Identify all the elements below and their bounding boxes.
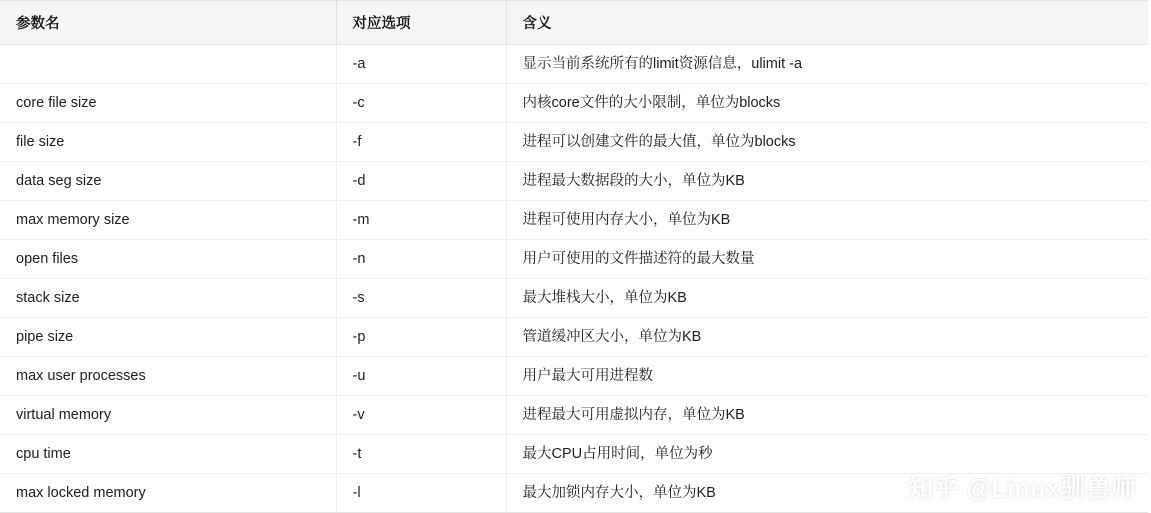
table-body (0, 45, 1148, 513)
cell-option: -t (336, 435, 506, 474)
cell-meaning: 用户可使用的文件描述符的最大数量 (506, 240, 1148, 279)
table-row (0, 474, 1148, 513)
table-row (0, 240, 1148, 279)
cell-meaning: 进程可以创建文件的最大值，单位为blocks (506, 123, 1148, 162)
table-header (0, 1, 1148, 45)
table-row (0, 357, 1148, 396)
cell-param-name: max locked memory (0, 474, 336, 513)
cell-param-name: cpu time (0, 435, 336, 474)
watermark: 知乎 @Linux驯兽师 (908, 475, 1137, 503)
cell-option: -f (336, 123, 506, 162)
cell-param-name: max memory size (0, 201, 336, 240)
cell-option: -d (336, 162, 506, 201)
cell-meaning: 用户最大可用进程数 (506, 357, 1148, 396)
table-row (0, 84, 1148, 123)
cell-meaning: 最大堆栈大小，单位为KB (506, 279, 1148, 318)
cell-meaning: 管道缓冲区大小，单位为KB (506, 318, 1148, 357)
cell-option: -m (336, 201, 506, 240)
table-row (0, 435, 1148, 474)
table-row (0, 45, 1148, 84)
cell-meaning: 进程最大可用虚拟内存，单位为KB (506, 396, 1148, 435)
cell-param-name: open files (0, 240, 336, 279)
cell-option: -a (336, 45, 506, 84)
cell-param-name (0, 45, 336, 84)
cell-param-name: max user processes (0, 357, 336, 396)
cell-option: -s (336, 279, 506, 318)
cell-meaning: 进程最大数据段的大小，单位为KB (506, 162, 1148, 201)
table-row (0, 201, 1148, 240)
cell-param-name: core file size (0, 84, 336, 123)
column-header-meaning: 含义 (506, 1, 1148, 45)
cell-param-name: data seg size (0, 162, 336, 201)
cell-option: -u (336, 357, 506, 396)
cell-meaning: 最大加锁内存大小，单位为KB (506, 474, 1148, 513)
cell-option: -n (336, 240, 506, 279)
cell-meaning: 进程可使用内存大小，单位为KB (506, 201, 1148, 240)
cell-param-name: pipe size (0, 318, 336, 357)
cell-param-name: file size (0, 123, 336, 162)
cell-option: -l (336, 474, 506, 513)
table-row (0, 396, 1148, 435)
table-row (0, 162, 1148, 201)
cell-meaning: 最大CPU占用时间，单位为秒 (506, 435, 1148, 474)
cell-meaning: 内核core文件的大小限制，单位为blocks (506, 84, 1148, 123)
table-row (0, 279, 1148, 318)
cell-meaning: 显示当前系统所有的limit资源信息，ulimit -a (506, 45, 1148, 84)
table-row (0, 318, 1148, 357)
column-header-param-name: 参数名 (0, 1, 336, 45)
cell-option: -p (336, 318, 506, 357)
table-header-row (0, 1, 1148, 45)
column-header-option: 对应选项 (336, 1, 506, 45)
cell-option: -v (336, 396, 506, 435)
cell-option: -c (336, 84, 506, 123)
table-row (0, 123, 1148, 162)
cell-param-name: virtual memory (0, 396, 336, 435)
cell-param-name: stack size (0, 279, 336, 318)
